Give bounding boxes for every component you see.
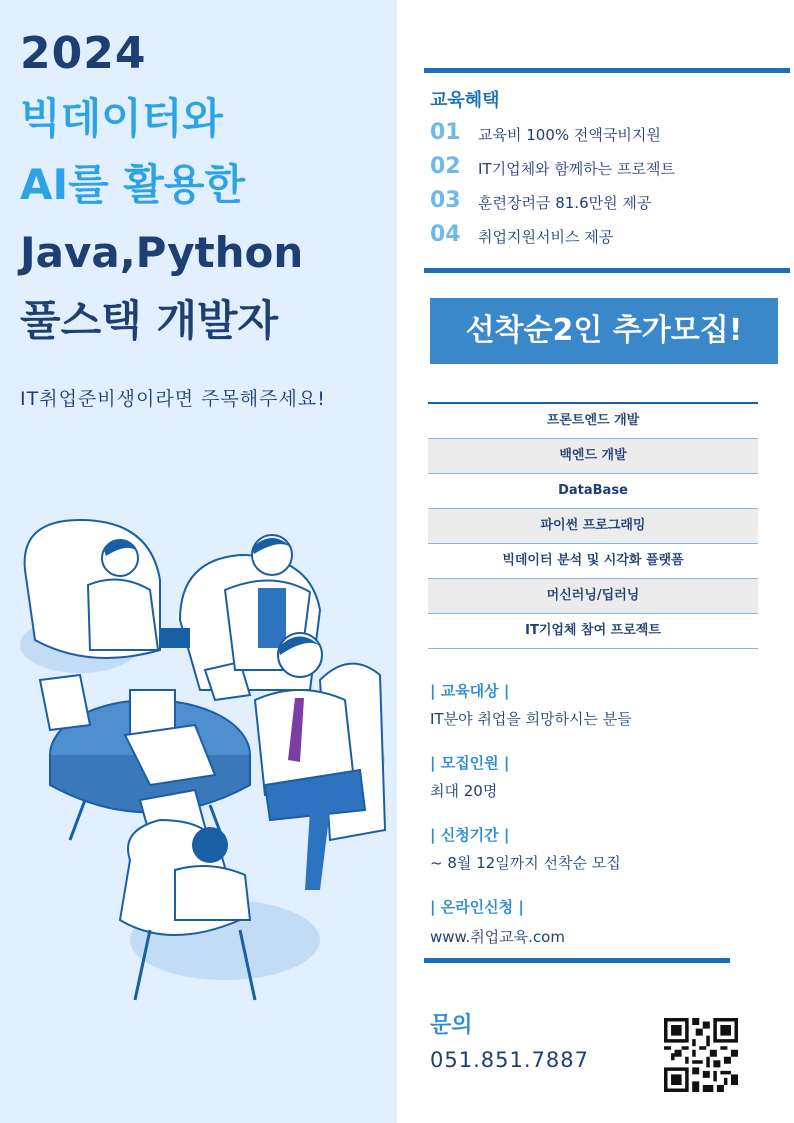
title-line-1: 빅데이터와 xyxy=(20,94,223,143)
benefit-number: 03 xyxy=(430,188,461,213)
divider-benefits-bottom xyxy=(424,268,790,273)
target-label: | 교육대상 | xyxy=(430,682,510,700)
benefit-text: IT기업체와 함께하는 프로젝트 xyxy=(478,160,676,178)
contact-phone[interactable]: 051.851.7887 xyxy=(430,1048,589,1072)
recruit-banner: 선착순2인 추가모집! xyxy=(430,298,778,364)
tagline: IT취업준비생이라면 주목해주세요! xyxy=(20,388,326,410)
qr-code-icon[interactable] xyxy=(664,1018,738,1092)
benefit-text: 취업지원서비스 제공 xyxy=(478,228,614,246)
divider-top xyxy=(424,68,790,73)
course-item: 백엔드 개발 xyxy=(428,439,758,474)
divider-contact xyxy=(424,958,730,963)
title-line-4: 풀스택 개발자 xyxy=(20,296,279,345)
title-line-2: AI를 활용한 xyxy=(20,160,246,209)
online-url-link[interactable]: www.취업교육.com xyxy=(430,928,565,946)
benefit-number: 01 xyxy=(430,120,461,145)
target-value: IT분야 취업을 희망하시는 분들 xyxy=(430,710,632,728)
course-item: 머신러닝/딥러닝 xyxy=(428,579,758,614)
benefits-title: 교육혜택 xyxy=(430,90,500,111)
course-item: 파이썬 프로그래밍 xyxy=(428,509,758,544)
course-item: DataBase xyxy=(428,474,758,509)
course-item: 빅데이터 분석 및 시각화 플랫폼 xyxy=(428,544,758,579)
contact-label: 문의 xyxy=(430,1013,473,1038)
title-line-3: Java,Python xyxy=(20,228,304,277)
team-meeting-illustration xyxy=(10,500,390,1060)
capacity-label: | 모집인원 | xyxy=(430,754,510,772)
capacity-value: 최대 20명 xyxy=(430,782,498,800)
online-label: | 온라인신청 | xyxy=(430,898,524,916)
course-list xyxy=(428,402,758,649)
benefit-number: 04 xyxy=(430,222,461,247)
benefit-number: 02 xyxy=(430,154,461,179)
poster-year: 2024 xyxy=(20,28,147,79)
course-item: 프론트엔드 개발 xyxy=(428,404,758,439)
benefit-text: 훈련장려금 81.6만원 제공 xyxy=(478,194,652,212)
benefit-text: 교육비 100% 전액국비지원 xyxy=(478,126,661,144)
period-label: | 신청기간 | xyxy=(430,826,510,844)
period-value: ~ 8월 12일까지 선착순 모집 xyxy=(430,854,621,872)
course-item: IT기업체 참여 프로젝트 xyxy=(428,614,758,649)
